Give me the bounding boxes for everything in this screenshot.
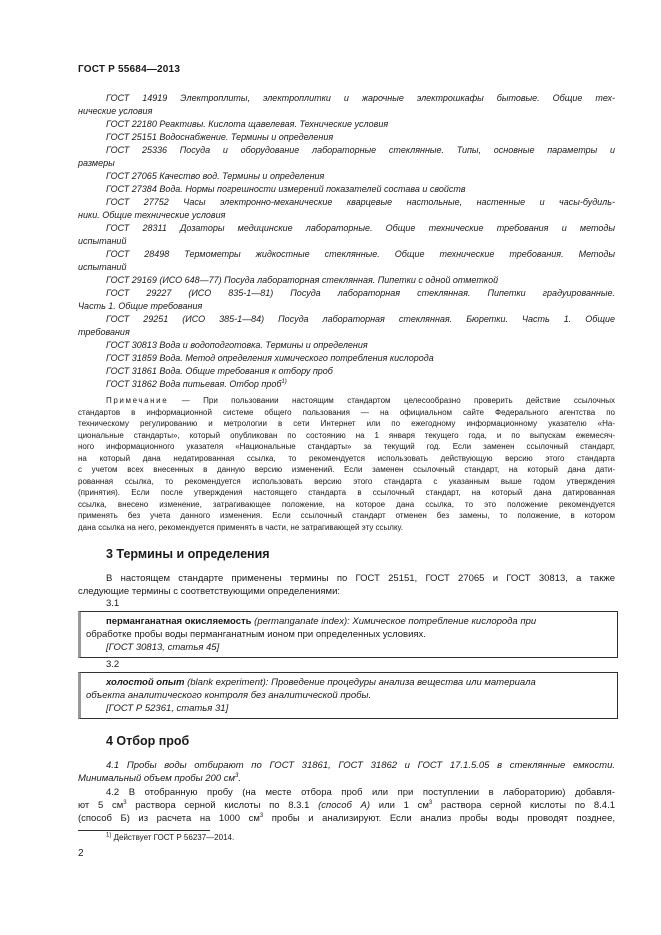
ref-14919-line1: ГОСТ 14919 Электроплиты, электроплитки и жарочные электрошкафы бытовые. Общие тех- (106, 93, 615, 103)
ref-27384: ГОСТ 27384 Вода. Нормы погрешности измерений показателей состава и свойств (106, 184, 466, 194)
para-4-2-line2: ют 5 $см^3$ раствора серной кислоты по 8.3.1 (способ А) или 1 $см^3$ раствора серной кислоты по 8.4.1 (78, 799, 616, 811)
term-3-2-term: холостой опыт (106, 677, 185, 688)
term-3-2-line1: холостой опыт (blank experiment): Проведение процедуры анализа вещества или материала (106, 677, 536, 688)
term-3-1-number: 3.1 (106, 598, 120, 609)
ref-27752-line1: ГОСТ 27752 Часы электронно-механические кварцевые настольные, настенные и часы-будиль- (106, 197, 615, 207)
footnote-ref-mark: 1) (281, 379, 287, 385)
section-3-intro-line2: следующие термины с соответствующими определениями: (78, 586, 341, 597)
note-line-9: (принятия). Если после утверждения настоящего стандарта в ссылочный стандарт, на который дана датированная (78, 488, 615, 497)
term-3-2-source: [ГОСТ Р 52361, статья 31] (106, 703, 229, 714)
note-line-2: стандартов в информационной системе общего пользования — на официальном сайте Федерального агентства по (78, 407, 615, 417)
note-line-5: ного информационного указателя «Национальные стандарты» за текущий год. Если заменен ссылочный стандарт, (78, 442, 615, 451)
ref-30813: ГОСТ 30813 Вода и водоподготовка. Термины и определения (106, 340, 368, 350)
ref-28498-line1: ГОСТ 28498 Термометры жидкостные стеклянные. Общие технические требования. Методы (106, 249, 615, 259)
ref-29251-line1: ГОСТ 29251 (ИСО 385-1—84) Посуда лабораторная стеклянная. Бюретки. Часть 1. Общие (106, 314, 615, 324)
ref-29169: ГОСТ 29169 (ИСО 648—77) Посуда лабораторная стеклянная. Пипетки с одной отметкой (106, 275, 499, 285)
term-3-1-box (78, 611, 618, 658)
note-line-8: рованная ссылка, то рекомендуется использовать версию этого стандарта с указанным выше годом утверждения (78, 476, 615, 486)
para-4-1-line1: 4.1 Пробы воды отбирают по ГОСТ 31861, ГОСТ 31862 и ГОСТ 17.1.5.05 в стеклянные емкости. (106, 760, 615, 771)
note-line-7: с учетом всех внесенных в данную версию изменений. Если заменен ссылочный стандарт, на который дана дати- (78, 465, 615, 474)
section-3-heading: 3 Термины и определения (106, 547, 270, 561)
document-header: ГОСТ Р 55684—2013 (78, 64, 181, 75)
term-3-2-en: (blank experiment): (187, 677, 269, 688)
section-3-intro-line1: В настоящем стандарте применены термины по ГОСТ 25151, ГОСТ 27065 и ГОСТ 30813, а также (106, 573, 615, 584)
ref-25336-line1: ГОСТ 25336 Посуда и оборудование лабораторные стеклянные. Типы, основные параметры и (106, 145, 615, 155)
ref-25151: ГОСТ 25151 Водоснабжение. Термины и определения (106, 132, 334, 142)
term-3-1-line1: перманганатная окисляемость (permanganate index): Химическое потребление кислорода при (106, 616, 537, 627)
ref-29227-line1: ГОСТ 29227 (ИСО 835-1—81) Посуда лабораторная стеклянная. Пипетки градуированные. (106, 288, 615, 298)
footnote (106, 833, 234, 842)
note-line-12: дана ссылка на него, рекомендуется применять в части, не затрагивающей эту ссылку. (78, 522, 403, 532)
page-number: 2 (78, 848, 84, 859)
term-3-2-box (78, 672, 618, 719)
note-line-3: техническому регулированию и метрологии в сети Интернет или по ежегодному информационному указателю «На- (78, 419, 615, 428)
para-4-2-line3: (способ Б) из расчета на 1000 $см^3$ пробы и анализируют. Если анализ пробы воды проводят позднее, (78, 812, 616, 824)
ref-14919-line2: нические условия (78, 106, 153, 116)
ref-25336-line2: размеры (78, 158, 115, 168)
ref-31862: ГОСТ 31862 Вода питьевая. Отбор проб$^{1)}$ (106, 379, 287, 389)
note-line-4: циональные стандарты», который опубликован по состоянию на 1 января текущего года, и по выпускам ежемесяч- (78, 430, 615, 440)
term-3-1-line2: обработке пробы воды перманганатным ионом при определенных условиях. (86, 629, 426, 640)
note-line-1: Примечание — При пользовании настоящим стандартом целесообразно проверить действие ссылочных (106, 396, 615, 405)
ref-31861: ГОСТ 31861 Вода. Общие требования к отбору проб (106, 366, 333, 376)
section-4-heading: 4 Отбор проб (106, 734, 190, 748)
ref-28311-line2: испытаний (78, 236, 127, 246)
footnote-mark: 1) (106, 832, 112, 839)
ref-29227-line2: Часть 1. Общие требования (78, 301, 203, 311)
footnote-divider (78, 830, 210, 831)
note-line-11: применять без учета данного изменения. Если ссылочный стандарт отменен без замены, то положение, в котором (78, 511, 615, 520)
ref-29251-line2: требования (78, 327, 130, 337)
footnote-text: Действует ГОСТ Р 56237—2014. (113, 833, 235, 842)
note-line-10: ссылка, внесено изменение, затрагивающее положение, на которое дана ссылка, то это положение рекомендуется (78, 499, 615, 509)
ref-28498-line2: испытаний (78, 262, 127, 272)
term-3-1-source: [ГОСТ 30813, статья 45] (106, 642, 220, 653)
ref-28311-line1: ГОСТ 28311 Дозаторы медицинские лабораторные. Общие технические требования и методы (106, 223, 615, 233)
term-3-2-number: 3.2 (106, 659, 120, 670)
note-line-6: на который дана недатированная ссылка, то рекомендуется использовать действующую версию этого стандарта (78, 453, 615, 463)
term-3-1-term: перманганатная окисляемость (106, 616, 252, 627)
term-3-1-en: (permanganate index): (254, 616, 350, 627)
note-label: Примечание (106, 396, 169, 405)
term-3-2-line2: объекта аналитического контроля без аналитической пробы. (86, 690, 372, 701)
ref-31859: ГОСТ 31859 Вода. Метод определения химического потребления кислорода (106, 353, 434, 363)
para-4-1-line2: Минимальный объем пробы 200 $см^3$. (78, 772, 241, 784)
para-4-2-line1: 4.2 В отобранную пробу (на месте отбора проб или при поступлении в лабораторию) добавля- (106, 787, 615, 798)
ref-22180: ГОСТ 22180 Реактивы. Кислота щавелевая. Технические условия (106, 119, 389, 129)
ref-27752-line2: ники. Общие технические условия (78, 210, 226, 220)
ref-27065: ГОСТ 27065 Качество вод. Термины и определения (106, 171, 325, 181)
